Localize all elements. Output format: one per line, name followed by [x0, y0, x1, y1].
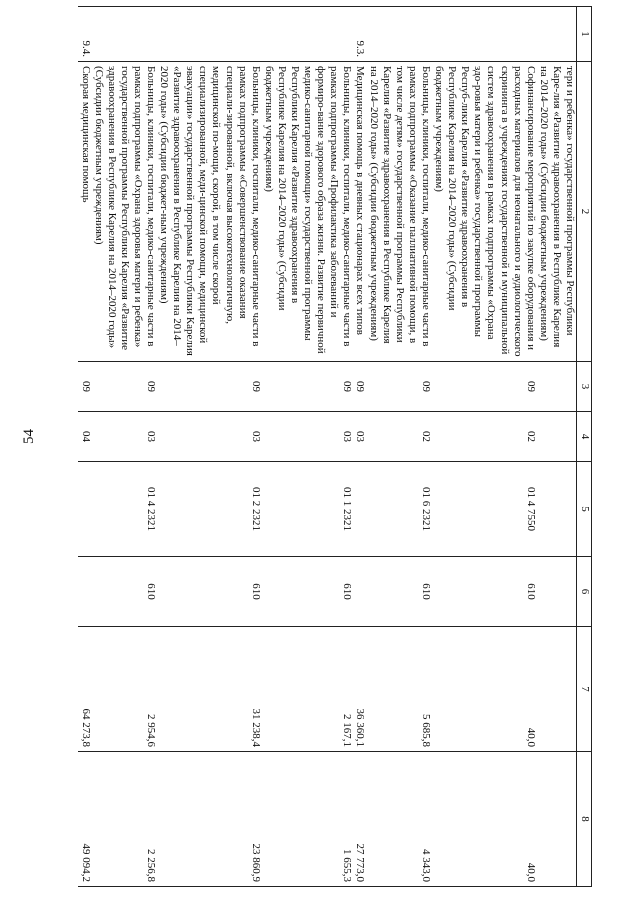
amount-column-7-value: 31 238,4 [249, 708, 262, 747]
amount-column-8 [262, 752, 367, 887]
row-index [262, 7, 367, 62]
subsection-code-value: 03 [145, 431, 157, 442]
amount-column-8 [537, 752, 577, 887]
table-body [78, 7, 591, 887]
amount-column-8-value: 2 256,8 [145, 849, 157, 882]
section-code-value: 09 [79, 381, 92, 392]
target-article-code [92, 462, 157, 557]
amount-column-8-value: 27 773,0 [354, 843, 367, 882]
target-article-code [537, 462, 577, 557]
table-row [262, 7, 367, 887]
row-description [157, 62, 262, 362]
row-description-value: Скорая медицинская помощь [79, 66, 92, 203]
table-row [367, 7, 432, 887]
subsection-code [262, 412, 367, 462]
target-article-code [78, 462, 91, 557]
expense-type-code-value: 610 [341, 583, 354, 600]
table-row [92, 7, 157, 887]
expense-type-code [537, 557, 577, 627]
row-index [367, 7, 432, 62]
amount-column-8 [367, 752, 432, 887]
amount-column-7 [367, 627, 432, 752]
table-row [537, 7, 577, 887]
expense-type-code-value [78, 561, 91, 622]
expense-type-code-value: 610 [249, 583, 262, 600]
subsection-code [537, 412, 577, 462]
column-number: 3 [577, 362, 592, 412]
subsection-code-value: 03 [354, 431, 367, 442]
section-code [78, 362, 91, 412]
subsection-code-value: 03 [341, 431, 354, 442]
target-article-code-value: 01 4 2321 [145, 487, 157, 531]
subsection-code [367, 412, 432, 462]
expense-type-code [92, 557, 157, 627]
row-description-value: Больницы, клиники, госпитали, медико-санитарные части в рамках подпрограммы «Охрана здоровья матери и ребенка» государственной программы Республики Карелия «Развитие здравоохранения в Республике Карелия на 2014–2020 годы» (Субсидии бюджетным учреждениям) [92, 66, 157, 351]
expense-type-code [367, 557, 432, 627]
column-number: 1 [577, 7, 592, 62]
expense-type-code-value: 610 [524, 583, 537, 600]
subsection-code [157, 412, 262, 462]
page-number: 54 [21, 429, 37, 444]
amount-column-7-value: 2 954,6 [145, 714, 157, 747]
row-index-value [144, 11, 157, 57]
table-row [157, 7, 262, 887]
amount-column-8-value: 40,0 [524, 862, 537, 882]
row-description [367, 62, 432, 362]
expense-type-code-value: 610 [145, 583, 157, 600]
amount-column-7 [537, 627, 577, 752]
row-description-value: тери и ребенка» государственной программы Республики Каре-лия «Развитие здравоохранения в Республике Карелия на 2014–2020 годы» (Субсидии бюджетным учреждениям) [537, 66, 576, 348]
expense-type-code [78, 557, 91, 627]
row-description-value: Больницы, клиники, госпитали, медико-санитарные части в рамках подпрограммы «Оказание паллиативной помощи, в том числе детям» государственной программы Республики Карелия «Развитие здравоохранения в Республике Карелия на 2014–2020 годы» (Субсидии бюджетным учреждениям) [367, 66, 432, 347]
expense-type-code-value: 610 [419, 583, 432, 600]
rotated-table-container [47, 6, 592, 886]
column-number: 8 [577, 752, 592, 887]
row-index-value [419, 11, 432, 57]
amount-column-8 [432, 752, 537, 887]
section-code-value: 09 [524, 381, 537, 392]
row-description-value: Больницы, клиники, госпитали, медико-санитарные части в рамках подпрограммы «Совершенствование оказания специали-зированной, включая высокотехнологичную, медицинской по-мощи, скорой, в том числе скорой специализированной, меди-цинской помощи, медицинской эвакуации» государственной программы Республики Карелия «Развитие здравоохранения в Республике Карелия на 2014–2020 годы» (Субсидии бюджет-ным учреждениям) [158, 66, 262, 356]
row-description [432, 62, 537, 362]
amount-column-7-value: 5 685,8 [419, 714, 432, 747]
expense-type-code-value [563, 561, 576, 622]
amount-column-7 [92, 627, 157, 752]
column-number: 7 [577, 627, 592, 752]
expense-type-code [262, 557, 367, 627]
amount-column-8 [92, 752, 157, 887]
target-article-code-value [78, 466, 91, 552]
section-code-value: 09 [419, 381, 432, 392]
subsection-code-value: 02 [524, 431, 537, 442]
row-index [432, 7, 537, 62]
column-number: 4 [577, 412, 592, 462]
target-article-code [262, 462, 367, 557]
expense-type-code [432, 557, 537, 627]
target-article-code-value: 01 4 7550 [524, 487, 537, 531]
column-number-row [577, 7, 592, 887]
row-index [157, 7, 262, 62]
expense-type-code-value [353, 561, 366, 622]
amount-column-8-value: 23 860,9 [249, 843, 262, 882]
amount-column-8-value: 1 655,3 [341, 849, 354, 882]
table-row [432, 7, 537, 887]
column-number: 5 [577, 462, 592, 557]
target-article-code-value: 01 2 2321 [249, 487, 262, 531]
expense-type-code [157, 557, 262, 627]
column-number: 6 [577, 557, 592, 627]
row-index [78, 7, 91, 62]
amount-column-8 [78, 752, 91, 887]
subsection-code [92, 412, 157, 462]
subsection-code-value: 03 [249, 431, 262, 442]
amount-column-8-value: 49 094,2 [79, 843, 92, 882]
row-index-value [563, 11, 576, 57]
subsection-code-value: 02 [419, 431, 432, 442]
subsection-code-value [563, 416, 576, 457]
row-index-value: 9.3. [354, 40, 367, 57]
section-code-value [563, 366, 576, 407]
row-index-value [524, 11, 537, 57]
amount-column-7 [432, 627, 537, 752]
row-index-value [249, 11, 262, 57]
target-article-code-value [353, 466, 366, 552]
target-article-code-value [563, 466, 576, 552]
amount-column-7-value: 2 167,1 [341, 714, 354, 747]
amount-column-8 [157, 752, 262, 887]
section-code [432, 362, 537, 412]
amount-column-7 [262, 627, 367, 752]
section-code [92, 362, 157, 412]
subsection-code-value: 04 [79, 431, 92, 442]
section-code [262, 362, 367, 412]
section-code-value: 09 [341, 381, 354, 392]
target-article-code [432, 462, 537, 557]
row-description [92, 62, 157, 362]
row-description-value: Софинансирование мероприятий по закупке оборудования и расходных материалов для неонатального и аудиологического скрининга в учреждениях государственной и муниципальной систем здравоохранения в рамках подпрограммы «Охрана здо-ровья матери и ребенка» государственной программы Респуб-лики Карелия «Развитие здравоохранения в Республике Карелия на 2014–2020 годы» (Субсидии бюджетным учреждениям) [433, 66, 537, 357]
row-description [78, 62, 91, 362]
subsection-code [432, 412, 537, 462]
target-article-code-value: 01 1 2321 [341, 487, 354, 531]
row-index-value: 9.4. [79, 40, 92, 57]
row-description-value: Медицинская помощь в дневных стационарах всех типов Больницы, клиники, госпитали, медико-санитарные части в рамках подпрограммы «Профилактика заболеваний и формиро-вание здорового образа жизни. Развитие первичной медико-санитарной помощи» государственной программы Республики Карелия «Развитие здравоохранения в Республике Карелия на 2014–2020 годы» (Субсидии бюджетным учреждениям) [262, 66, 367, 354]
target-article-code [367, 462, 432, 557]
row-index [537, 7, 577, 62]
amount-column-7 [78, 627, 91, 752]
row-index [92, 7, 157, 62]
amount-column-8-value: 4 343,0 [419, 849, 432, 882]
section-code-value: 09 [145, 381, 157, 392]
section-code-value: 09 [354, 381, 367, 392]
amount-column-7-value: 36 360,1 [354, 708, 367, 747]
section-code [367, 362, 432, 412]
amount-column-7 [157, 627, 262, 752]
table-row [78, 7, 91, 887]
amount-column-7-value: 64 273,8 [79, 708, 92, 747]
section-code [157, 362, 262, 412]
amount-column-7-value: 40,0 [524, 727, 537, 747]
section-code-value: 09 [249, 381, 262, 392]
target-article-code-value: 01 6 2321 [419, 487, 432, 531]
section-code [537, 362, 577, 412]
column-number: 2 [577, 62, 592, 362]
target-article-code [157, 462, 262, 557]
row-description [537, 62, 577, 362]
row-description [262, 62, 367, 362]
subsection-code [78, 412, 91, 462]
budget-table [78, 6, 592, 887]
